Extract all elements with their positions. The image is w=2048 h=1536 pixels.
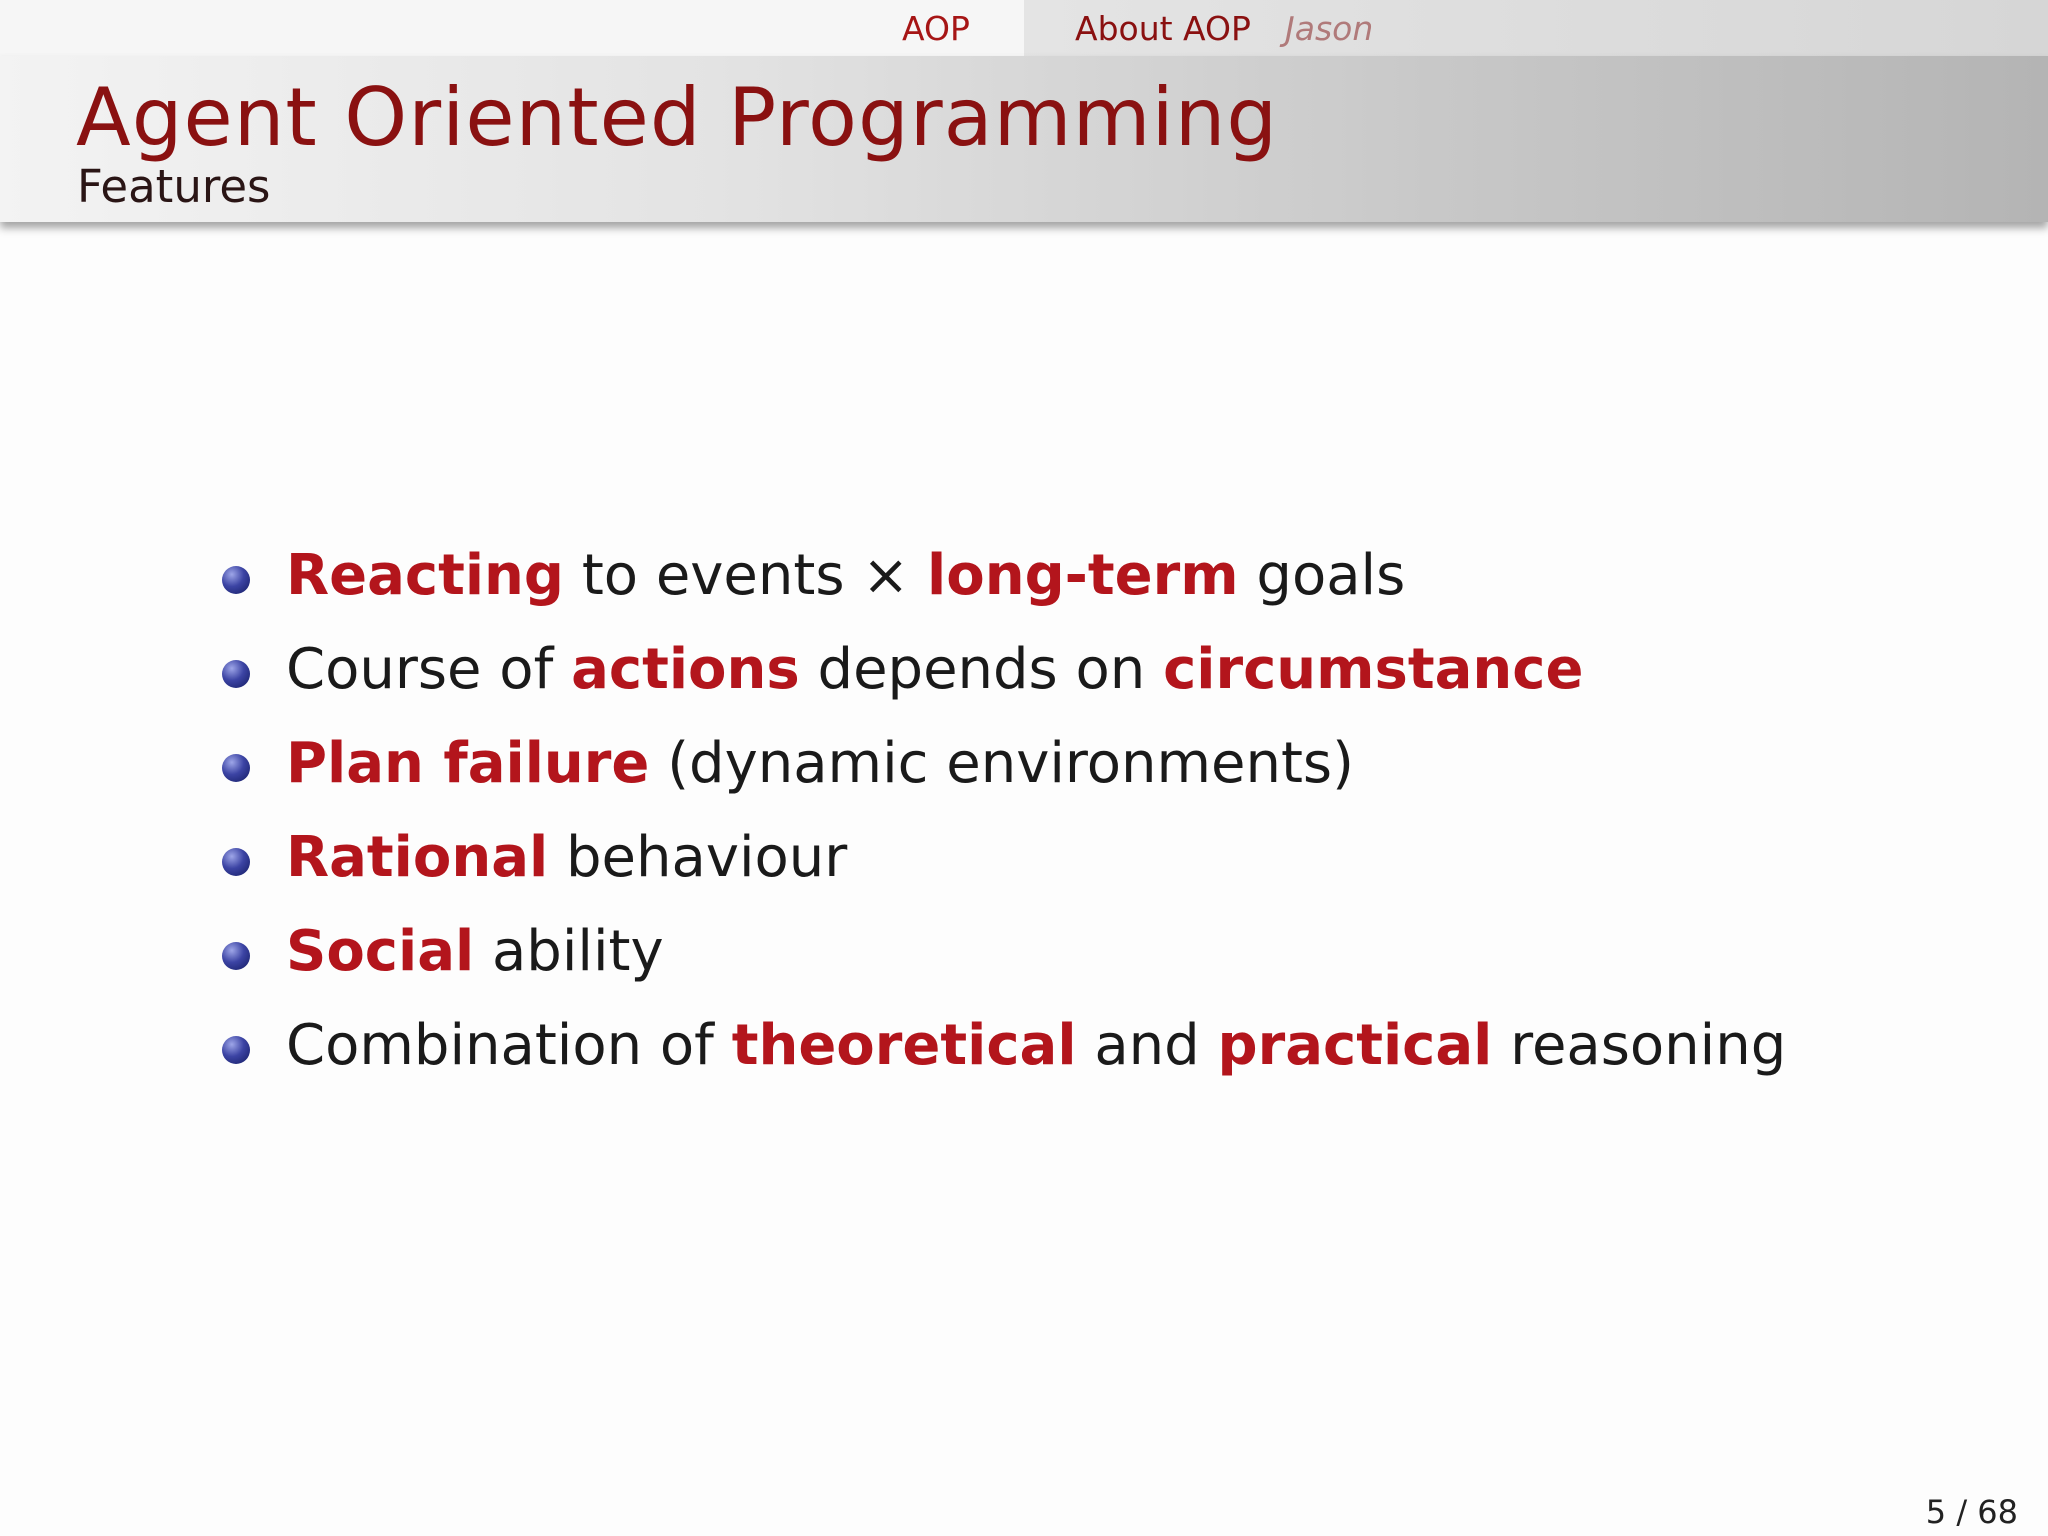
page-title: Agent Oriented Programming — [76, 71, 1279, 164]
list-item — [222, 912, 1922, 1006]
bullet-text-segment: reasoning — [1492, 1013, 1787, 1078]
navigation-bar — [0, 0, 2048, 56]
bullet-ball-icon — [222, 1036, 250, 1064]
list-item — [222, 630, 1922, 724]
bullet-ball-icon — [222, 754, 250, 782]
bullet-ball-icon — [222, 848, 250, 876]
bullet-text — [286, 724, 1354, 804]
emphasized-term: long-term — [927, 543, 1239, 608]
page-counter: 5 / 68 — [1925, 1493, 2018, 1531]
nav-subsection-jason[interactable]: Jason — [1285, 9, 1374, 48]
bullet-text — [286, 818, 847, 898]
bullet-text-segment: (dynamic environments) — [649, 731, 1354, 796]
bullet-list — [222, 536, 1922, 1100]
nav-section-aop[interactable]: AOP — [902, 9, 970, 48]
list-item — [222, 724, 1922, 818]
page-subtitle: Features — [77, 160, 271, 213]
list-item — [222, 536, 1922, 630]
emphasized-term: Rational — [286, 825, 549, 890]
emphasized-term: actions — [571, 637, 800, 702]
bullet-text-segment: depends on — [799, 637, 1164, 702]
bullet-text-segment: and — [1076, 1013, 1218, 1078]
bullet-text — [286, 536, 1405, 616]
nav-subsection-about-aop[interactable]: About AOP — [1075, 9, 1251, 48]
bullet-text-segment: goals — [1238, 543, 1406, 608]
list-item — [222, 1006, 1922, 1100]
bullet-ball-icon — [222, 942, 250, 970]
emphasized-term: Reacting — [286, 543, 565, 608]
bullet-text — [286, 630, 1583, 710]
bullet-ball-icon — [222, 566, 250, 594]
emphasized-term: practical — [1217, 1013, 1493, 1078]
emphasized-term: circumstance — [1163, 637, 1584, 702]
bullet-text — [286, 912, 664, 992]
bullet-ball-icon — [222, 660, 250, 688]
bullet-text-segment: ability — [474, 919, 664, 984]
emphasized-term: Social — [286, 919, 475, 984]
list-item — [222, 818, 1922, 912]
bullet-text-segment: Course of — [286, 637, 572, 702]
bullet-text-segment: behaviour — [548, 825, 848, 890]
emphasized-term: theoretical — [731, 1013, 1077, 1078]
title-frame — [0, 56, 2048, 222]
emphasized-term: Plan failure — [286, 731, 650, 796]
bullet-text — [286, 1006, 1786, 1086]
bullet-text-segment: Combination of — [286, 1013, 732, 1078]
bullet-text-segment: to events × — [564, 543, 928, 608]
